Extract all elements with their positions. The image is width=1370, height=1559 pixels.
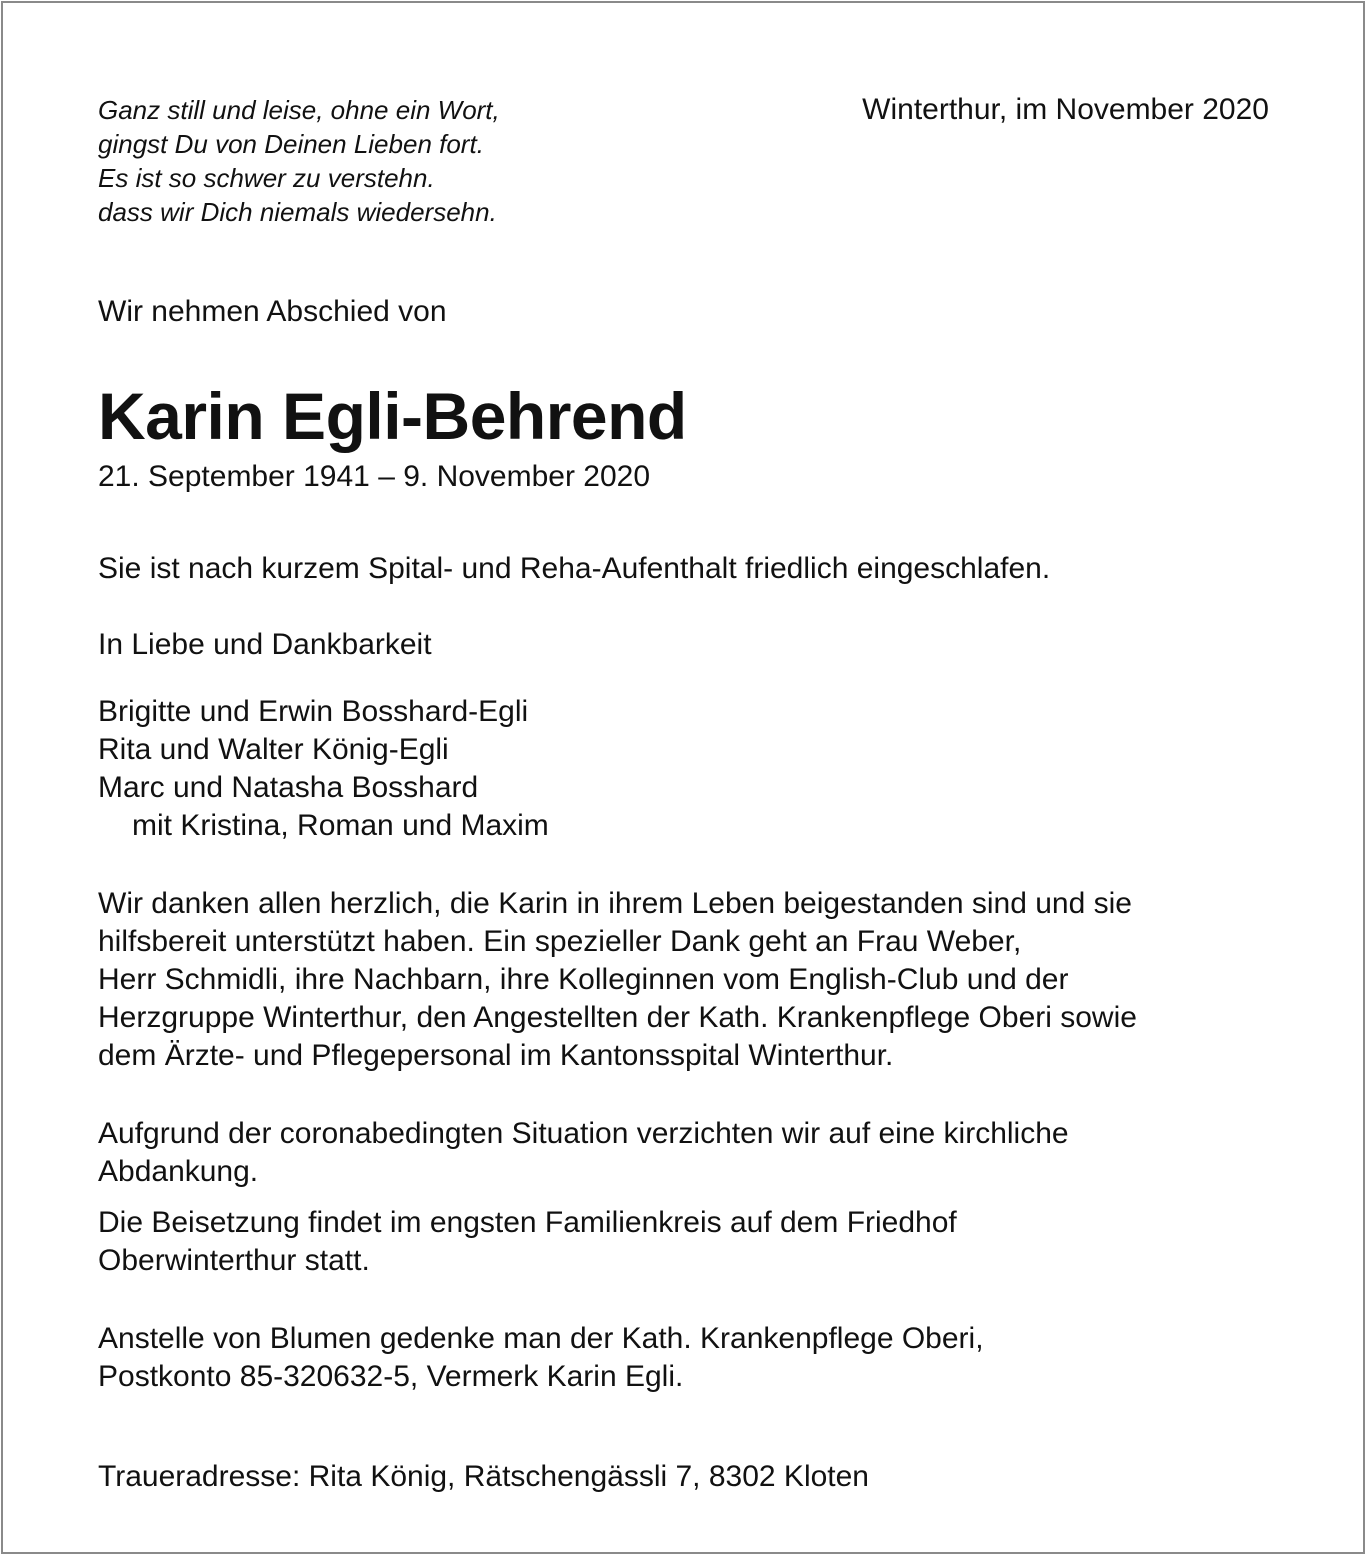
mourner-line: Brigitte und Erwin Bosshard-Egli bbox=[98, 695, 529, 728]
poem-line: Es ist so schwer zu verstehn. bbox=[98, 163, 435, 193]
poem-line: gingst Du von Deinen Lieben fort. bbox=[98, 129, 484, 159]
thanks-line: Wir danken allen herzlich, die Karin in ihrem Leben beigestanden sind und sie bbox=[98, 887, 1132, 920]
obituary-notice bbox=[1, 1, 1365, 1554]
corona-line: Aufgrund der coronabedingten Situation verzichten wir auf eine kirchliche bbox=[98, 1117, 1069, 1150]
burial-line: Oberwinterthur statt. bbox=[98, 1244, 370, 1277]
in-love-line: In Liebe und Dankbarkeit bbox=[98, 628, 432, 661]
intro-text: Wir nehmen Abschied von bbox=[98, 295, 447, 328]
corona-line: Abdankung. bbox=[98, 1155, 259, 1188]
mourner-line: Rita und Walter König-Egli bbox=[98, 733, 449, 766]
mourning-address: Traueradresse: Rita König, Rätschengässli 7, 8302 Kloten bbox=[98, 1460, 869, 1493]
corona-note bbox=[98, 1115, 1069, 1191]
donation-note bbox=[98, 1320, 984, 1396]
thanks-line: Herzgruppe Winterthur, den Angestellten der Kath. Krankenpflege Oberi sowie bbox=[98, 1001, 1137, 1034]
burial-note bbox=[98, 1204, 957, 1280]
thanks-paragraph bbox=[98, 885, 1137, 1075]
thanks-line: hilfsbereit unterstützt haben. Ein spezieller Dank geht an Frau Weber, bbox=[98, 925, 1022, 958]
mourners-list bbox=[98, 693, 549, 845]
poem-line: Ganz still und leise, ohne ein Wort, bbox=[98, 95, 500, 125]
poem-line: dass wir Dich niemals wiedersehn. bbox=[98, 197, 497, 227]
mourner-sub-line: mit Kristina, Roman und Maxim bbox=[132, 809, 549, 842]
donation-line: Postkonto 85-320632-5, Vermerk Karin Egli. bbox=[98, 1360, 684, 1393]
life-dates: 21. September 1941 – 9. November 2020 bbox=[98, 460, 651, 493]
passing-statement: Sie ist nach kurzem Spital- und Reha-Aufenthalt friedlich eingeschlafen. bbox=[98, 552, 1051, 585]
mourner-line: Marc und Natasha Bosshard bbox=[98, 771, 479, 804]
donation-line: Anstelle von Blumen gedenke man der Kath. Krankenpflege Oberi, bbox=[98, 1322, 984, 1355]
deceased-name: Karin Egli-Behrend bbox=[98, 379, 687, 453]
burial-line: Die Beisetzung findet im engsten Familienkreis auf dem Friedhof bbox=[98, 1206, 957, 1239]
memorial-poem bbox=[98, 93, 500, 229]
thanks-line: Herr Schmidli, ihre Nachbarn, ihre Kolleginnen vom English-Club und der bbox=[98, 963, 1069, 996]
thanks-line: dem Ärzte- und Pflegepersonal im Kantonsspital Winterthur. bbox=[98, 1039, 894, 1072]
place-date: Winterthur, im November 2020 bbox=[862, 93, 1269, 126]
